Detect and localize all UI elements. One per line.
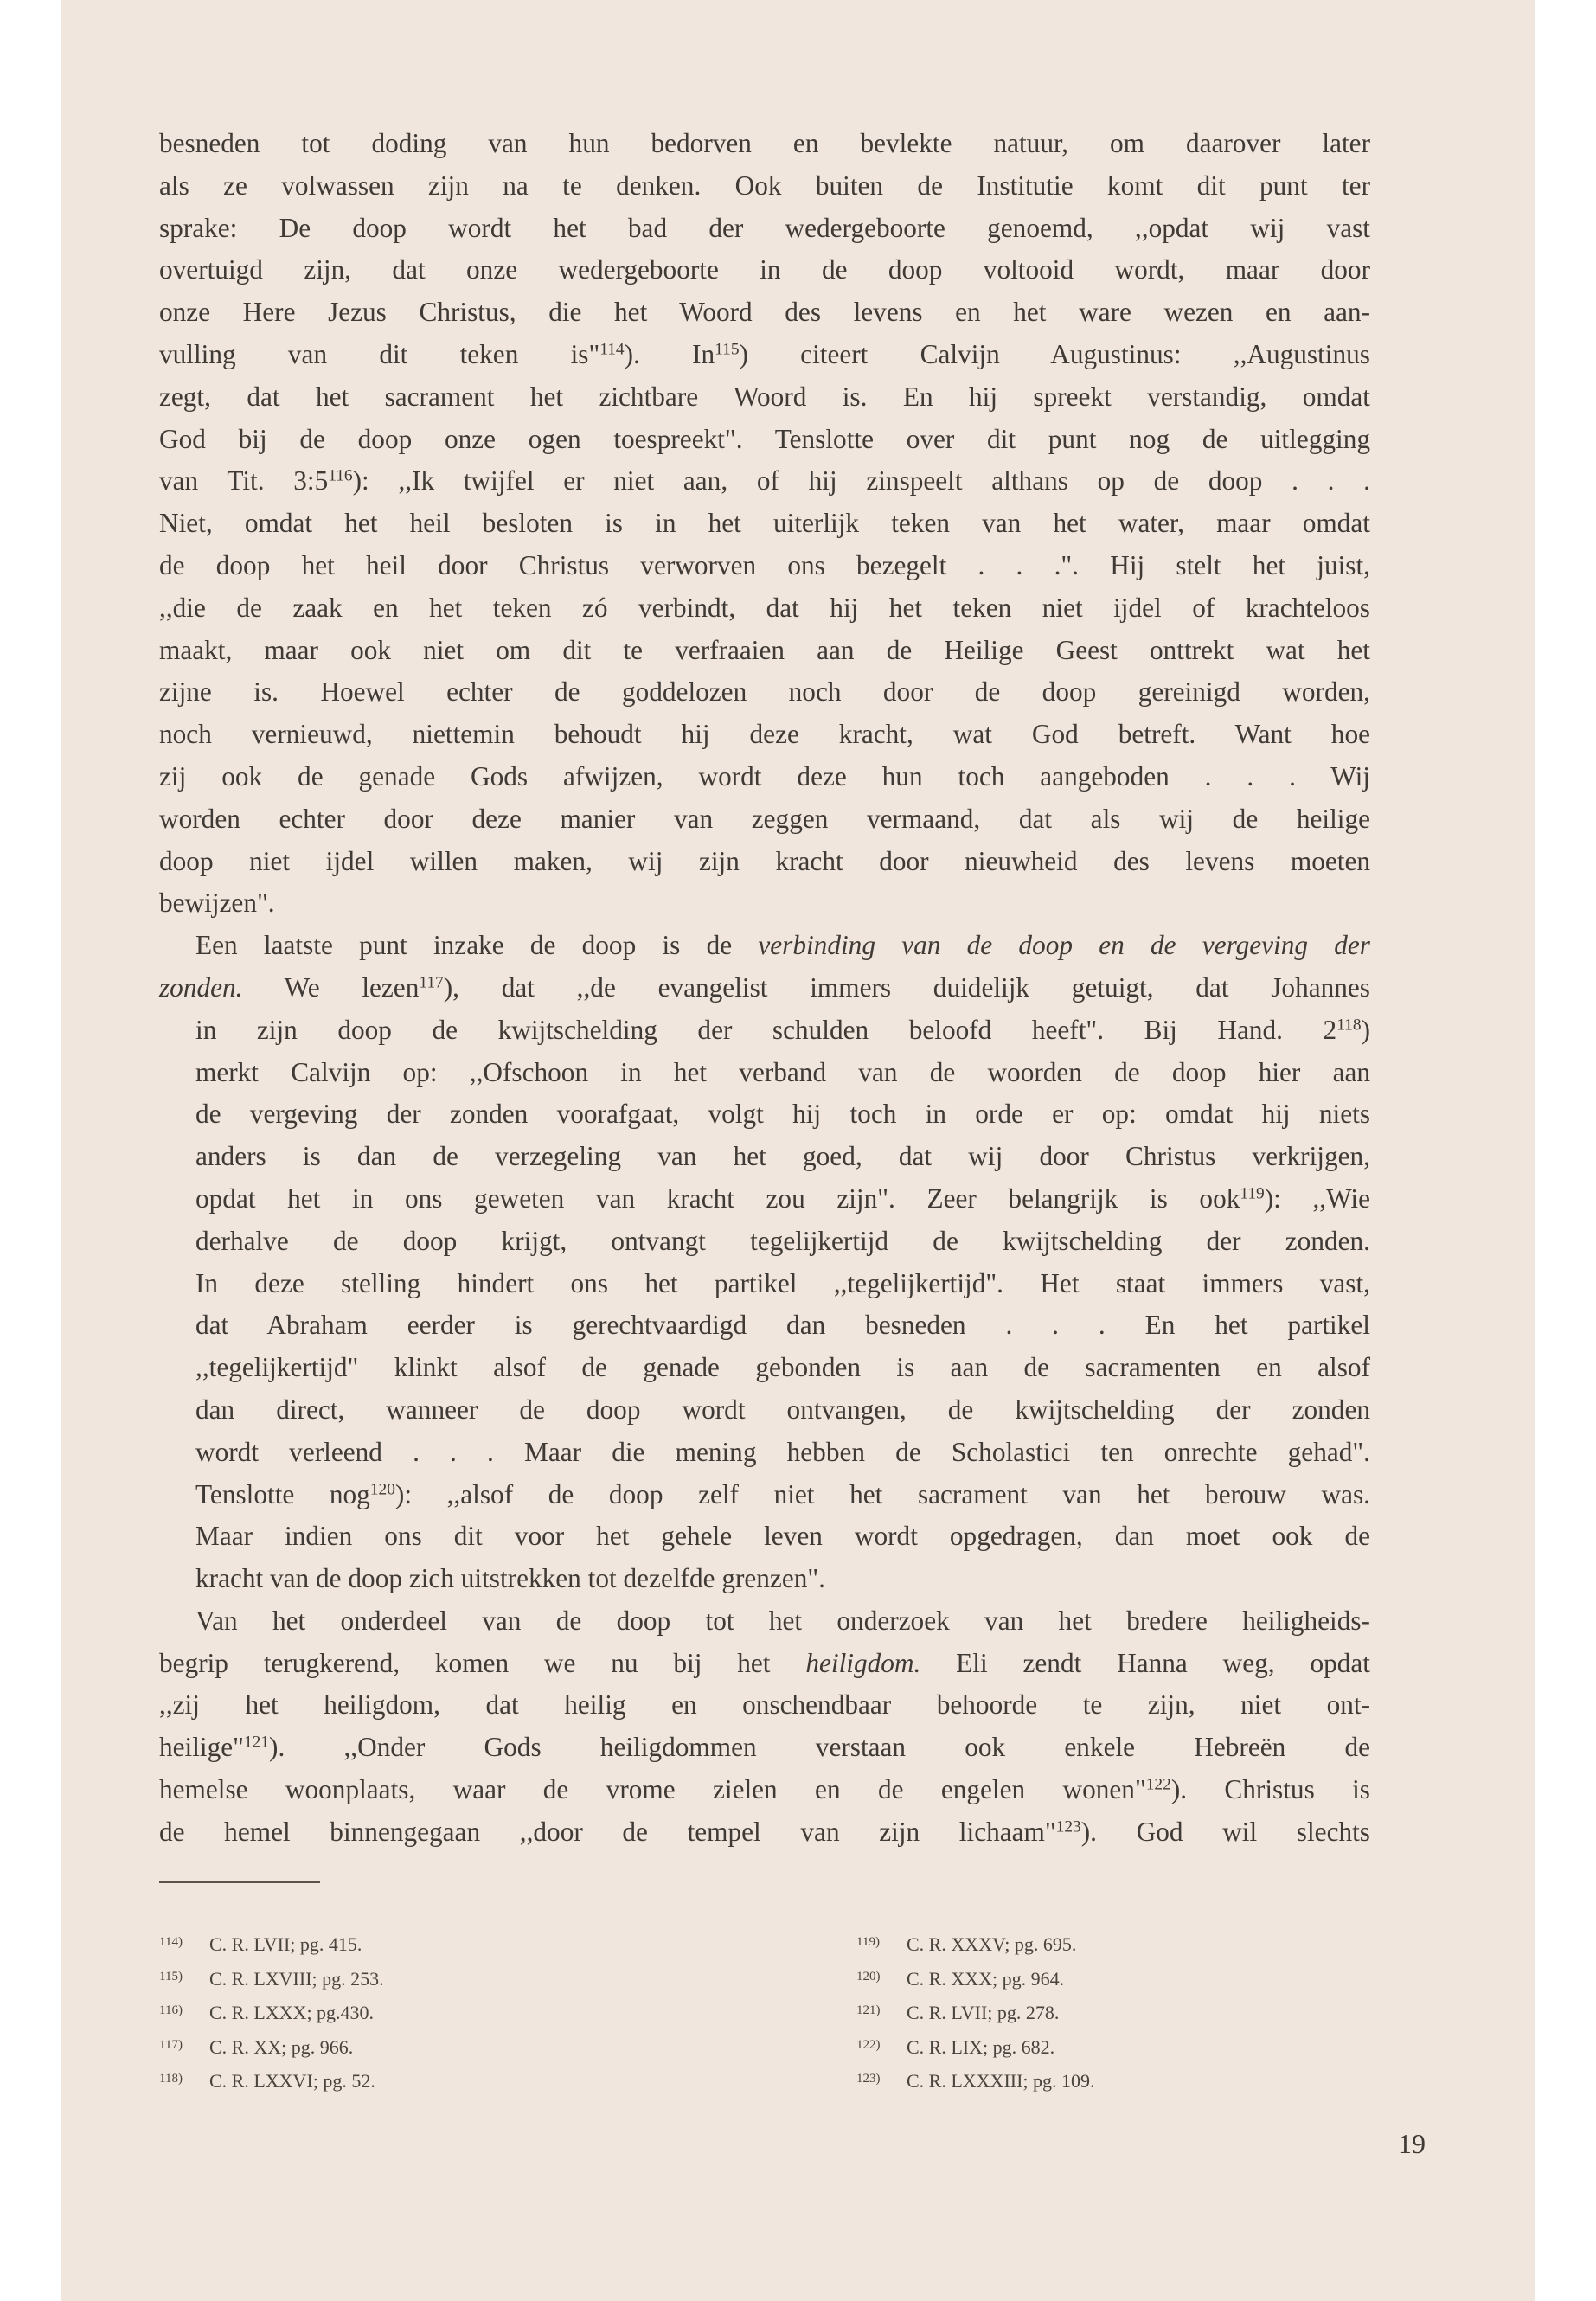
text-line: ,,tegelijkertijd" klinkt alsof de genade gebonden is aan de sacramenten en alsof xyxy=(195,1352,1370,1383)
text-line xyxy=(159,1811,1370,1854)
text-line xyxy=(159,1643,1370,1685)
text-line xyxy=(159,1178,1370,1221)
page-number: 19 xyxy=(1398,2128,1426,2159)
text-line: bewijzen". xyxy=(159,888,275,919)
footnote-number: 122) xyxy=(856,2037,881,2052)
text-line: de doop het heil door Christus verworven ons bezegelt . . .". Hij stelt het juist, xyxy=(159,549,1370,580)
text-line: derhalve de doop krijgt, ontvangt tegelijkertijd de kwijtschelding der zonden. xyxy=(195,1225,1370,1256)
text-run: heilige" xyxy=(159,1732,244,1763)
footnote xyxy=(159,1995,695,2029)
text-line xyxy=(159,1474,1370,1516)
footnote-text: C. R. LXXVI; pg. 52. xyxy=(209,2070,375,2092)
footnote-ref[interactable]: 118 xyxy=(1336,1016,1362,1035)
text-line: zegt, dat het sacrament het zichtbare Woord is. En hij spreekt verstandig, omdat xyxy=(159,381,1370,412)
footnote-number: 120) xyxy=(856,1969,881,1984)
footnote-ref[interactable]: 114 xyxy=(599,340,625,359)
paragraph-3 xyxy=(159,1600,1370,1854)
footnote-number: 114) xyxy=(159,1935,183,1949)
text-line: anders is dan de verzegeling van het goed, dat wij door Christus verkrijgen, xyxy=(195,1141,1370,1172)
text-line xyxy=(159,925,1370,967)
footnote-text: C. R. XXXV; pg. 695. xyxy=(907,1933,1077,1955)
text-line: worden echter door deze manier van zeggen vermaand, dat als wij de heilige xyxy=(159,803,1370,834)
footnotes-right xyxy=(856,1926,1393,2098)
text-run: ). ,,Onder Gods heiligdommen verstaan ook enkele Hebreën de xyxy=(269,1732,1370,1763)
text-run: in zijn doop de kwijtschelding der schulden beloofd heeft". Bij Hand. 2 xyxy=(195,1014,1337,1045)
text-run: Eli zendt Hanna weg, opdat xyxy=(920,1647,1370,1678)
footnote xyxy=(856,1926,1393,1961)
text-line: dan direct, wanneer de doop wordt ontvangen, de kwijtschelding der zonden xyxy=(195,1394,1370,1425)
scan-margin xyxy=(1535,0,1596,2301)
text-line: doop niet ijdel willen maken, wij zijn kracht door nieuwheid des levens moeten xyxy=(159,845,1370,876)
footnote-text: C. R. LXXX; pg.430. xyxy=(209,2002,375,2023)
text-run: de hemel binnengegaan ,,door de tempel van zijn lichaam" xyxy=(159,1816,1056,1847)
text-run: vulling van dit teken is" xyxy=(159,338,600,369)
text-line: overtuigd zijn, dat onze wedergeboorte in de doop voltooid wordt, maar door xyxy=(159,254,1370,285)
text-line: besneden tot doding van hun bedorven en bevlekte natuur, om daarover later xyxy=(159,128,1370,158)
footnote xyxy=(856,2063,1393,2098)
text-line: noch vernieuwd, niettemin behoudt hij deze kracht, wat God betreft. Want hoe xyxy=(159,719,1370,750)
footnote xyxy=(159,2063,695,2098)
text-run: opdat het in ons geweten van kracht zou zijn". Zeer belangrijk is ook xyxy=(195,1183,1240,1214)
footnote-ref[interactable]: 123 xyxy=(1055,1817,1081,1836)
text-run: hemelse woonplaats, waar de vrome zielen en de engelen wonen" xyxy=(159,1774,1146,1805)
text-run: ). In xyxy=(624,338,715,369)
footnote-text: C. R. LIX; pg. 682. xyxy=(907,2035,1055,2058)
footnote xyxy=(856,1961,1393,1996)
text-run: ). God wil slechts xyxy=(1080,1816,1370,1847)
text-line: God bij de doop onze ogen toespreekt". Tenslotte over dit punt nog de uitlegging xyxy=(159,423,1370,454)
text-run: Een laatste punt inzake de doop is de xyxy=(195,930,759,961)
text-run: van Tit. 3:5 xyxy=(159,465,329,497)
text-run: ), dat ,,de evangelist immers duidelijk getuigt, dat Johannes xyxy=(443,971,1370,1003)
italic-phrase: verbinding van de doop en de vergeving der xyxy=(758,930,1370,961)
text-line xyxy=(159,967,1370,1009)
body-text xyxy=(159,123,1370,1854)
footnote-number: 119) xyxy=(856,1935,880,1949)
footnote-text: C. R. LXXXIII; pg. 109. xyxy=(907,2070,1095,2092)
text-line: zij ook de genade Gods afwijzen, wordt deze hun toch aangeboden . . . Wij xyxy=(159,760,1370,792)
text-run: ). Christus is xyxy=(1170,1774,1370,1805)
text-line: merkt Calvijn op: ,,Ofschoon in het verband van de woorden de doop hier aan xyxy=(195,1056,1370,1087)
footnote-ref[interactable]: 120 xyxy=(369,1479,395,1498)
footnote-ref[interactable]: 115 xyxy=(715,340,740,359)
footnote-number: 118) xyxy=(159,2072,183,2086)
footnote xyxy=(159,1926,695,1961)
footnote-divider xyxy=(159,1881,320,1883)
footnote-text: C. R. XX; pg. 966. xyxy=(209,2035,354,2058)
text-line: Maar indien ons dit voor het gehele leven wordt opgedragen, dan moet ook de xyxy=(195,1521,1370,1552)
paragraph-2 xyxy=(159,925,1370,1600)
footnote-number: 117) xyxy=(159,2037,183,2052)
text-run: We lezen xyxy=(242,971,420,1003)
footnote-ref[interactable]: 116 xyxy=(328,466,353,485)
text-line: maakt, maar ook niet om dit te verfraaien aan de Heilige Geest onttrekt wat het xyxy=(159,634,1370,665)
text-run: ): ,,Ik twijfel er niet aan, of hij zinspeelt althans op de doop . . . xyxy=(352,465,1370,497)
footnote-text: C. R. LVII; pg. 415. xyxy=(209,1933,362,1955)
footnote-ref[interactable]: 121 xyxy=(243,1733,270,1752)
footnote-number: 121) xyxy=(856,2003,881,2017)
text-line xyxy=(159,460,1370,503)
text-line: dat Abraham eerder is gerechtvaardigd dan besneden . . . En het partikel xyxy=(195,1310,1370,1341)
text-line: ,,zij het heiligdom, dat heilig en onschendbaar behoorde te zijn, niet ont- xyxy=(159,1689,1370,1721)
italic-phrase: zonden. xyxy=(159,971,243,1003)
footnotes-left xyxy=(159,1926,695,2098)
text-line: onze Here Jezus Christus, die het Woord des levens en het ware wezen en aan- xyxy=(159,297,1370,328)
text-run: ): ,,alsof de doop zelf niet het sacrament van het berouw was. xyxy=(394,1478,1370,1509)
footnote-number: 115) xyxy=(159,1969,183,1984)
text-line: de vergeving der zonden voorafgaat, volgt hij toch in orde er op: omdat hij niets xyxy=(195,1099,1370,1130)
text-line: Niet, omdat het heil besloten is in het uiterlijk teken van het water, maar omdat xyxy=(159,508,1370,539)
footnote-number: 123) xyxy=(856,2072,881,2086)
paragraph-1 xyxy=(159,123,1370,925)
footnote-text: C. R. LXVIII; pg. 253. xyxy=(209,1967,384,1990)
text-line: als ze volwassen zijn na te denken. Ook buiten de Institutie komt dit punt ter xyxy=(159,170,1370,201)
text-line: wordt verleend . . . Maar die mening hebben de Scholastici ten onrechte gehad". xyxy=(195,1436,1370,1467)
footnote-text: C. R. LVII; pg. 278. xyxy=(907,2002,1060,2023)
footnote xyxy=(159,1961,695,1996)
text-line xyxy=(159,1727,1370,1769)
italic-phrase: heiligdom. xyxy=(805,1647,921,1678)
text-line xyxy=(159,1769,1370,1811)
footnote-number: 116) xyxy=(159,2003,183,2017)
footnote xyxy=(856,2029,1393,2064)
footnote xyxy=(159,2029,695,2064)
footnote-ref[interactable]: 117 xyxy=(419,973,444,992)
footnote-ref[interactable]: 122 xyxy=(1145,1775,1171,1794)
text-run: begrip terugkerend, komen we nu bij het xyxy=(159,1647,806,1678)
footnote-text: C. R. XXX; pg. 964. xyxy=(907,1967,1065,1990)
text-line: In deze stelling hindert ons het partikel ,,tegelijkertijd". Het staat immers vast, xyxy=(195,1267,1370,1298)
text-run: ): ,,Wie xyxy=(1264,1183,1371,1214)
text-line: kracht van de doop zich uitstrekken tot dezelfde grenzen". xyxy=(195,1563,825,1594)
text-line xyxy=(159,334,1370,376)
footnote-ref[interactable]: 119 xyxy=(1240,1184,1265,1203)
text-run: ) citeert Calvijn Augustinus: ,,Augustinus xyxy=(739,338,1370,369)
text-run: Tenslotte nog xyxy=(195,1478,370,1509)
text-line: ,,die de zaak en het teken zó verbindt, dat hij het teken niet ijdel of krachteloos xyxy=(159,592,1370,623)
text-line: sprake: De doop wordt het bad der wedergeboorte genoemd, ,,opdat wij vast xyxy=(159,212,1370,243)
footnote xyxy=(856,1995,1393,2029)
text-line: Van het onderdeel van de doop tot het onderzoek van het bredere heiligheids- xyxy=(195,1605,1370,1636)
text-line xyxy=(159,1009,1370,1052)
text-run: ) xyxy=(1361,1014,1370,1045)
text-line: zijne is. Hoewel echter de goddelozen noch door de doop gereinigd worden, xyxy=(159,676,1370,708)
